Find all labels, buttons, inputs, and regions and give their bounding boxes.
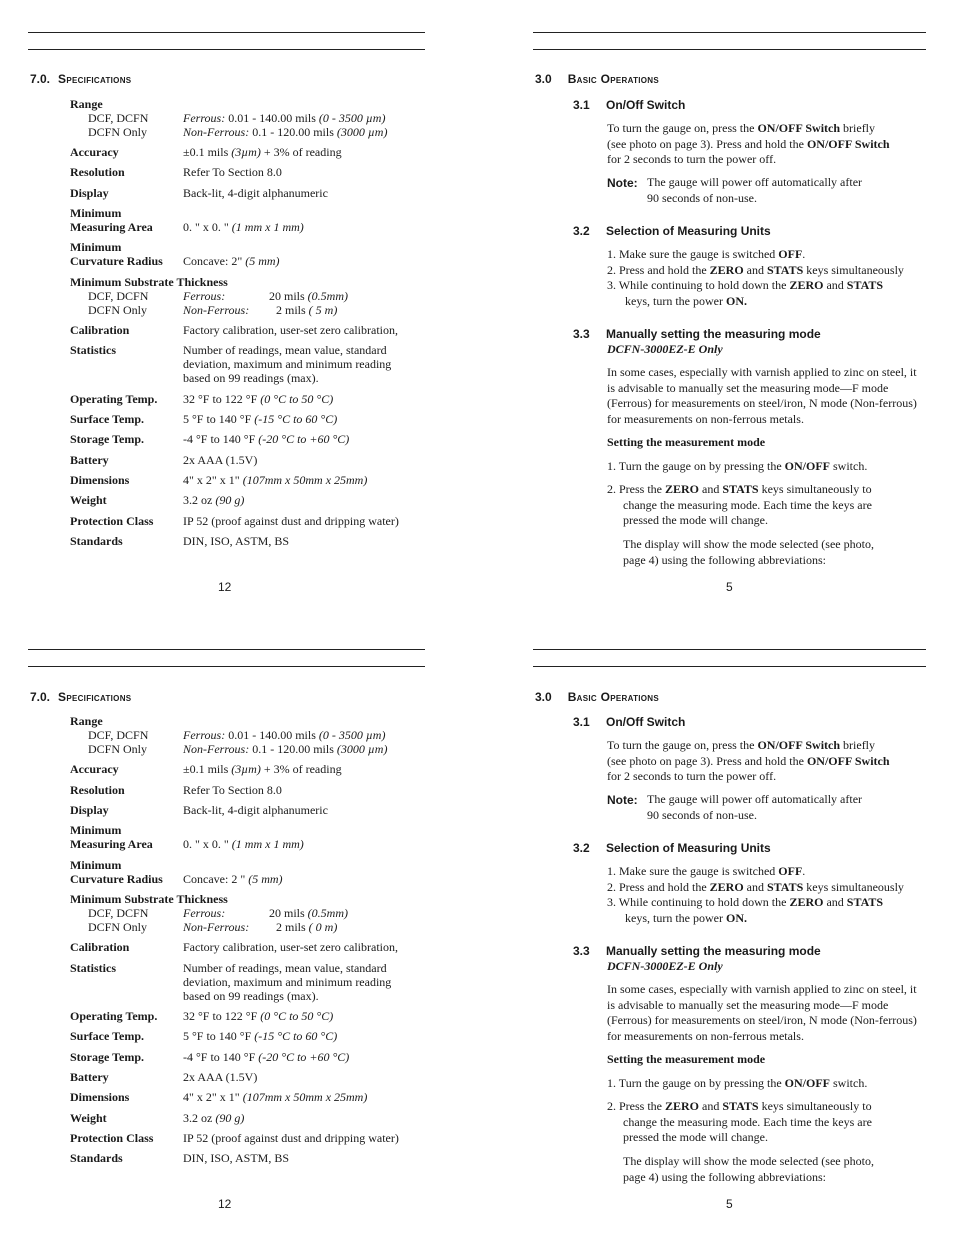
spec-label: Operating Temp.: [70, 392, 158, 406]
note-label: Note:: [607, 793, 638, 807]
spec-value: Factory calibration, user-set zero calibration,: [183, 940, 399, 954]
section-title: Basic Operations: [567, 690, 660, 704]
spec-label: Surface Temp.: [70, 412, 145, 426]
subsection-heading: 3.1 On/Off Switch: [573, 98, 686, 112]
spec-value: 3.2 oz (90 g): [183, 493, 245, 507]
paragraph: The display will show the mode selected (see photo, page 4) using the following abbreviations:: [623, 537, 874, 567]
model-note: DCFN-3000EZ-E Only: [607, 342, 723, 356]
spec-value: 3.2 oz (90 g): [183, 1111, 245, 1125]
spec-label: Weight: [70, 1111, 107, 1125]
spec-label: Minimum: [70, 858, 122, 872]
spec-value: Non-Ferrous: 2 mils ( 5 m): [183, 303, 338, 317]
header-rule: [533, 666, 926, 667]
spec-value: Back-lit, 4-digit alphanumeric: [183, 803, 328, 817]
section-title: Basic Operations: [567, 72, 660, 86]
paragraph: In some cases, especially with varnish applied to zinc on steel, it is advisable to manually set the measuring mode—F mode (Ferrous) for measurements on steel/iron, N mode (Non-ferrous) for measurements on non-ferrous metals.: [607, 982, 917, 1043]
spec-value: Ferrous: 20 mils (0.5mm): [183, 289, 348, 303]
spec-label: Surface Temp.: [70, 1029, 145, 1043]
spec-value: 2x AAA (1.5V): [183, 1070, 258, 1084]
spec-value: 0. " x 0. " (1 mm x 1 mm): [183, 837, 304, 851]
page-number: 5: [726, 1197, 733, 1211]
step-2: 2. Press the ZERO and STATS keys simultaneously to change the measuring mode. Each time the keys are pressed the mode will change.: [607, 482, 872, 527]
spec-value: 4" x 2" x 1" (107mm x 50mm x 25mm): [183, 473, 368, 487]
spec-sublabel: DCFN Only: [88, 303, 148, 317]
spec-label: Display: [70, 803, 109, 817]
spec-label: Storage Temp.: [70, 432, 145, 446]
basic-operations-page-top: [0, 0, 954, 617]
spec-label: Minimum: [70, 206, 122, 220]
spec-label: Measuring Area: [70, 837, 153, 851]
page-number: 5: [726, 580, 733, 594]
spec-label: Battery: [70, 1070, 109, 1084]
spec-sublabel: DCF, DCFN: [88, 111, 149, 125]
spec-label: Accuracy: [70, 145, 119, 159]
spec-value: Number of readings, mean value, standard deviation, maximum and minimum reading based on 99 readings (max).: [183, 961, 392, 1003]
spec-sublabel: DCF, DCFN: [88, 289, 149, 303]
section-number: 7.0.: [30, 72, 51, 86]
spec-value: Concave: 2 " (5 mm): [183, 872, 283, 886]
spec-value: ±0.1 mils (3µm) + 3% of reading: [183, 762, 342, 776]
note-text: 90 seconds of non-use.: [647, 808, 757, 822]
spec-label: Calibration: [70, 323, 130, 337]
spec-label: Accuracy: [70, 762, 119, 776]
step-1: 1. Turn the gauge on by pressing the ON/OFF switch.: [607, 459, 868, 473]
spec-label: Statistics: [70, 343, 116, 357]
spec-label: Minimum Substrate Thickness: [70, 275, 228, 289]
spec-label: Minimum Substrate Thickness: [70, 892, 228, 906]
spec-value: 0. " x 0. " (1 mm x 1 mm): [183, 220, 304, 234]
header-rule: [533, 32, 926, 33]
spec-value: 4" x 2" x 1" (107mm x 50mm x 25mm): [183, 1090, 368, 1104]
spec-value: Ferrous: 0.01 - 140.00 mils (0 - 3500 µm): [183, 728, 386, 742]
spec-sublabel: DCFN Only: [88, 742, 148, 756]
spec-value: DIN, ISO, ASTM, BS: [183, 534, 290, 548]
note-label: Note:: [607, 176, 638, 190]
spec-value: 32 °F to 122 °F (0 °C to 50 °C): [183, 1009, 334, 1023]
spec-sublabel: DCF, DCFN: [88, 906, 149, 920]
spec-label: Display: [70, 186, 109, 200]
subsection-heading: 3.1 On/Off Switch: [573, 715, 686, 729]
spec-label: Minimum: [70, 240, 122, 254]
spec-label: Dimensions: [70, 473, 130, 487]
section-heading: [535, 690, 659, 704]
subsection-heading: 3.3 Manually setting the measuring mode: [573, 944, 821, 958]
section-number: 3.0: [535, 690, 552, 704]
section-number: 7.0.: [30, 690, 51, 704]
spec-sublabel: DCFN Only: [88, 920, 148, 934]
spec-label: Statistics: [70, 961, 116, 975]
spec-label: Protection Class: [70, 514, 154, 528]
basic-operations-page-bottom: [0, 617, 954, 1235]
spec-value: -4 °F to 140 °F (-20 °C to +60 °C): [183, 432, 350, 446]
paragraph: The display will show the mode selected (see photo, page 4) using the following abbreviations:: [623, 1154, 874, 1184]
step-1: 1. Turn the gauge on by pressing the ON/OFF switch.: [607, 1076, 868, 1090]
spec-value: 5 °F to 140 °F (-15 °C to 60 °C): [183, 1029, 338, 1043]
spec-label: Weight: [70, 493, 107, 507]
spec-label: Curvature Radius: [70, 872, 163, 886]
header-rule: [533, 649, 926, 650]
spec-label: Standards: [70, 534, 123, 548]
spec-value: Non-Ferrous: 0.1 - 120.00 mils (3000 µm): [183, 125, 388, 139]
spec-label: Range: [70, 97, 103, 111]
spec-label: Minimum: [70, 823, 122, 837]
spec-value: 5 °F to 140 °F (-15 °C to 60 °C): [183, 412, 338, 426]
spec-value: Refer To Section 8.0: [183, 783, 282, 797]
spec-label: Operating Temp.: [70, 1009, 158, 1023]
section-title: Specifications: [58, 72, 132, 86]
note-text: The gauge will power off automatically after: [647, 792, 863, 806]
section-title: Specifications: [58, 690, 132, 704]
section-heading: [535, 72, 659, 86]
spec-label: Storage Temp.: [70, 1050, 145, 1064]
spec-value: 2x AAA (1.5V): [183, 453, 258, 467]
spec-value: Ferrous: 20 mils (0.5mm): [183, 906, 348, 920]
spec-label: Dimensions: [70, 1090, 130, 1104]
subsection-heading: 3.3 Manually setting the measuring mode: [573, 327, 821, 341]
spec-value: Number of readings, mean value, standard deviation, maximum and minimum reading based on 99 readings (max).: [183, 343, 392, 385]
spec-label: Range: [70, 714, 103, 728]
spec-value: IP 52 (proof against dust and dripping water): [183, 1131, 399, 1145]
spec-value: Factory calibration, user-set zero calibration,: [183, 323, 399, 337]
paragraph: To turn the gauge on, press the ON/OFF Switch briefly (see photo on page 3). Press and hold the ON/OFF Switch for 2 seconds to turn the power off.: [607, 121, 890, 166]
step-2: 2. Press the ZERO and STATS keys simultaneously to change the measuring mode. Each time the keys are pressed the mode will change.: [607, 1099, 872, 1144]
page-number: 12: [218, 1197, 232, 1211]
model-note: DCFN-3000EZ-E Only: [607, 959, 723, 973]
section-number: 3.0: [535, 72, 552, 86]
subheading: Setting the measurement mode: [607, 1052, 766, 1066]
spec-label: Standards: [70, 1151, 123, 1165]
spec-sublabel: DCF, DCFN: [88, 728, 149, 742]
spec-value: DIN, ISO, ASTM, BS: [183, 1151, 290, 1165]
page-number: 12: [218, 580, 232, 594]
spec-value: Non-Ferrous: 2 mils ( 0 m): [183, 920, 338, 934]
spec-value: -4 °F to 140 °F (-20 °C to +60 °C): [183, 1050, 350, 1064]
note-text: 90 seconds of non-use.: [647, 191, 757, 205]
spec-sublabel: DCFN Only: [88, 125, 148, 139]
paragraph: To turn the gauge on, press the ON/OFF Switch briefly (see photo on page 3). Press and hold the ON/OFF Switch for 2 seconds to turn the power off.: [607, 738, 890, 783]
spec-value: Non-Ferrous: 0.1 - 120.00 mils (3000 µm): [183, 742, 388, 756]
spec-value: Concave: 2" (5 mm): [183, 254, 280, 268]
subsection-heading: 3.2 Selection of Measuring Units: [573, 841, 771, 855]
spec-value: Back-lit, 4-digit alphanumeric: [183, 186, 328, 200]
spec-label: Curvature Radius: [70, 254, 163, 268]
subheading: Setting the measurement mode: [607, 435, 766, 449]
spec-label: Calibration: [70, 940, 130, 954]
subsection-heading: 3.2 Selection of Measuring Units: [573, 224, 771, 238]
spec-label: Protection Class: [70, 1131, 154, 1145]
spec-label: Resolution: [70, 783, 125, 797]
spec-label: Resolution: [70, 165, 125, 179]
paragraph: In some cases, especially with varnish applied to zinc on steel, it is advisable to manually set the measuring mode—F mode (Ferrous) for measurements on steel/iron, N mode (Non-ferrous) for measurements on non-ferrous metals.: [607, 365, 917, 426]
spec-value: 32 °F to 122 °F (0 °C to 50 °C): [183, 392, 334, 406]
numbered-list: 1. Make sure the gauge is switched OFF. 2. Press and hold the ZERO and STATS keys simultaneously 3. While continuing to hold down the ZERO and STATS keys, turn the power ON.: [607, 864, 904, 925]
spec-value: Refer To Section 8.0: [183, 165, 282, 179]
spec-label: Measuring Area: [70, 220, 153, 234]
header-rule: [533, 49, 926, 50]
spec-label: Battery: [70, 453, 109, 467]
spec-value: Ferrous: 0.01 - 140.00 mils (0 - 3500 µm): [183, 111, 386, 125]
note-text: The gauge will power off automatically after: [647, 175, 863, 189]
numbered-list: 1. Make sure the gauge is switched OFF. 2. Press and hold the ZERO and STATS keys simultaneously 3. While continuing to hold down the ZERO and STATS keys, turn the power ON.: [607, 247, 904, 308]
spec-value: IP 52 (proof against dust and dripping water): [183, 514, 399, 528]
spec-value: ±0.1 mils (3µm) + 3% of reading: [183, 145, 342, 159]
